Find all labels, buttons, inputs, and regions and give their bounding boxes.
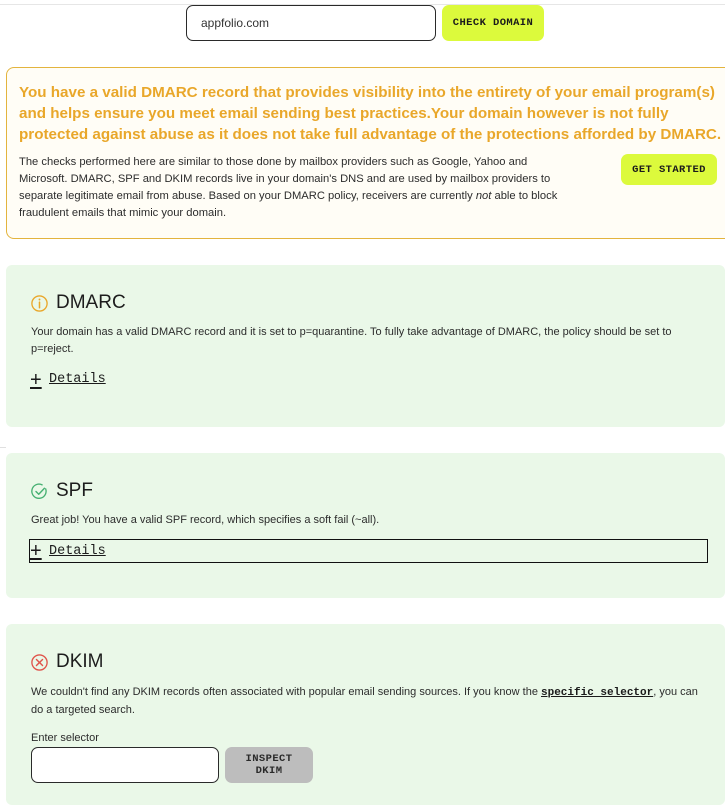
dmarc-description: Your domain has a valid DMARC record and it is set to p=quarantine. To fully take advantage of DMARC, the policy should be set to p=reject. xyxy=(31,326,672,355)
dkim-description: We couldn't find any DKIM records often associated with popular email sending sources. If you know the specific selector, you can do a targeted search. xyxy=(31,686,698,716)
details-label: Details xyxy=(49,372,106,387)
plus-icon: + xyxy=(30,540,42,562)
alert-heading: You have a valid DMARC record that provides visibility into the entirety of your email program(s) and helps ensure you meet email sending best practices.Your domain however is not fully protected against abuse as it does not take full advantage of the protections afforded by DMARC. xyxy=(19,84,722,143)
domain-input[interactable] xyxy=(186,5,436,41)
spf-description: Great job! You have a valid SPF record, which specifies a soft fail (~all). xyxy=(31,514,380,526)
spf-card xyxy=(6,453,725,598)
specific-selector-link[interactable]: specific selector xyxy=(541,687,654,699)
dmarc-card xyxy=(6,265,725,427)
spf-details-toggle[interactable] xyxy=(29,539,708,563)
dkim-title-text: DKIM xyxy=(56,651,104,672)
dmarc-title-text: DMARC xyxy=(56,292,126,313)
check-domain-button[interactable]: CHECK DOMAIN xyxy=(442,5,544,41)
domain-search-bar xyxy=(186,5,544,41)
result-summary-alert xyxy=(6,67,725,239)
emphasis-not: not xyxy=(475,190,492,202)
alert-body: The checks performed here are similar to those done by mailbox providers such as Google, Yahoo and Microsoft. DMARC, SPF and DKIM records live in your domain's DNS and are used by mailbox providers to separate legitimate email from abuse. Based on your DMARC policy, receivers are currently not able to block fraudulent emails that mimic your domain. xyxy=(19,156,558,219)
dmarc-details-toggle[interactable] xyxy=(30,368,106,391)
get-started-button[interactable]: GET STARTED xyxy=(621,154,717,185)
info-warning-icon xyxy=(30,294,49,313)
inspect-dkim-button[interactable]: INSPECT DKIM xyxy=(225,747,313,783)
check-circle-icon xyxy=(30,482,49,501)
selector-input[interactable] xyxy=(31,747,219,783)
spf-title-text: SPF xyxy=(56,480,93,501)
dkim-title xyxy=(30,651,104,673)
selector-label: Enter selector xyxy=(31,732,99,744)
plus-icon: + xyxy=(30,368,42,391)
dmarc-title xyxy=(30,292,126,314)
dkim-card xyxy=(6,624,725,805)
divider xyxy=(0,447,6,448)
error-circle-icon xyxy=(30,653,49,672)
details-label: Details xyxy=(49,543,106,559)
spf-title xyxy=(30,480,93,502)
